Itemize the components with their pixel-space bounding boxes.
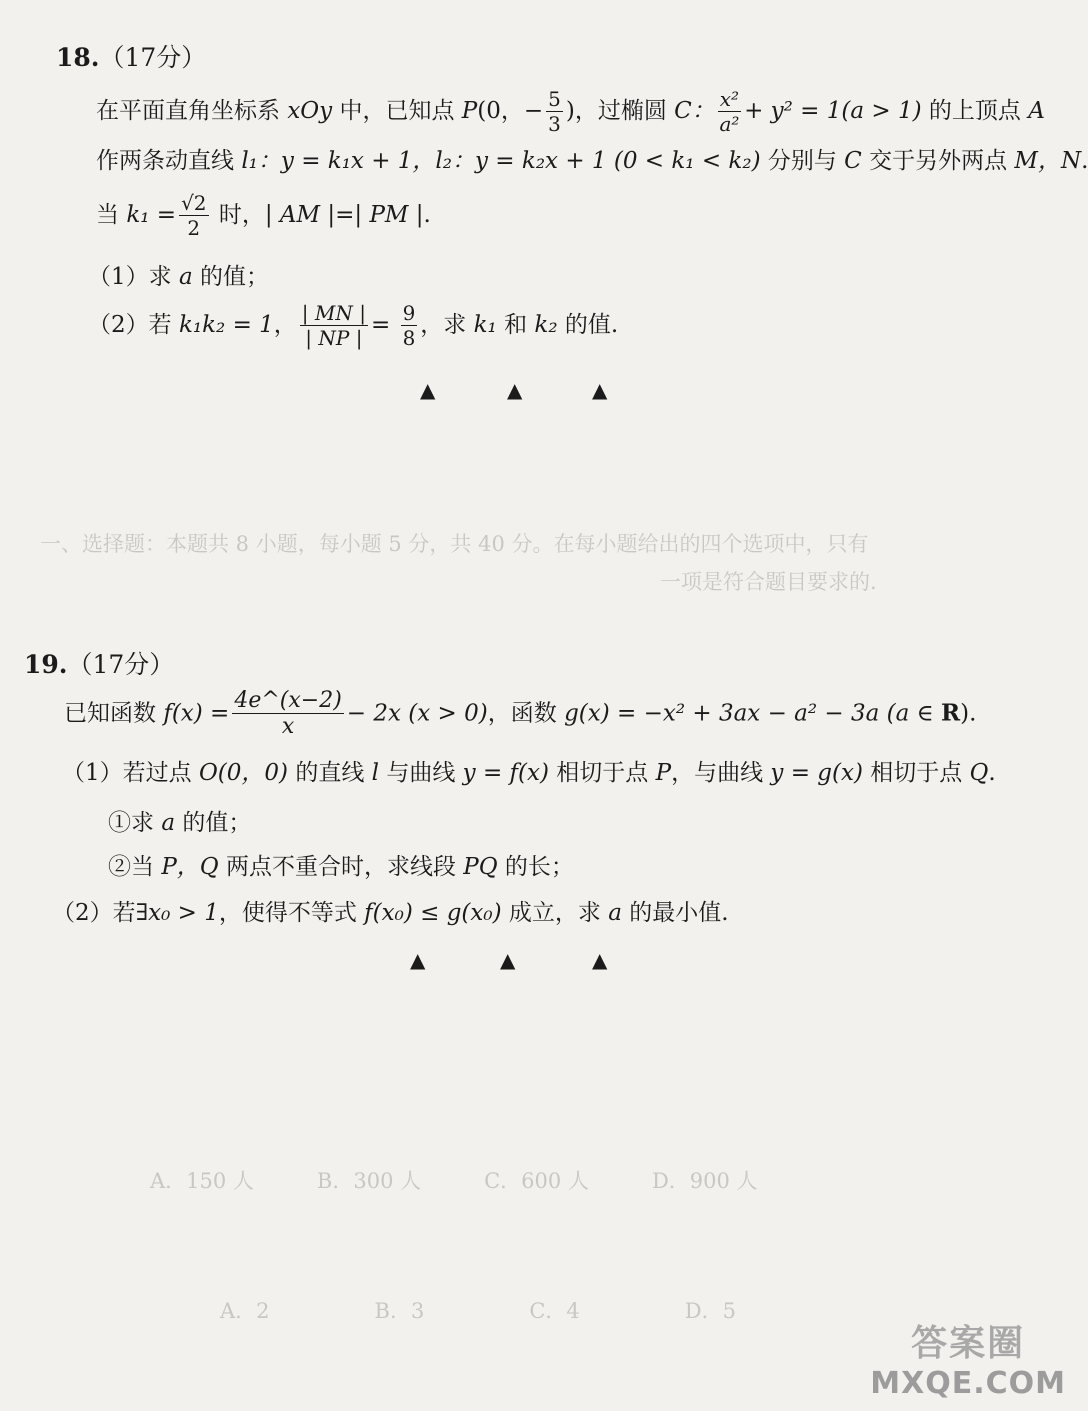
q19-line-1: 已知函数 f(x) = $\frac{4e\^{}(x-2)}{x}$ − 2x (x > 0)，函数 g(x) = −x² + 3ax − a² − 3a (a ∈ R). [64,688,977,740]
triangle-mark: ▲ [592,948,608,972]
bleed-through-text: 一项是符合题目要求的. [660,570,877,594]
triangle-mark: ▲ [410,948,426,972]
q19-sub-1: （1）若过点 O(0，0) 的直线 l 与曲线 y = f(x) 相切于点 P，与曲线 y = g(x) 相切于点 Q. [62,760,996,786]
fraction-ellipse: $\frac{\text{x²}}{\text{a²}}$ [719,87,740,136]
watermark-en: MXQE.COM [870,1366,1066,1401]
q18-line-3: 当 k₁ = $\frac{√2}{2}$ 时，| AM |=| PM |. [96,191,431,240]
q19-sub-2: （2）若∃x₀ > 1，使得不等式 f(x₀) ≤ g(x₀) 成立，求 a 的最小值. [52,900,729,926]
q19-item-1: ①求 a 的值； [108,810,252,836]
q19-item-2: ②当 P，Q 两点不重合时，求线段 PQ 的长； [108,854,574,880]
fraction-mn-np: $\frac{| MN |}{| NP |}$ [301,301,366,350]
q18-line-1: 在平面直角坐标系 xOy 中，已知点 P(0，− $\frac{5}{3}$ )，过椭圆 C： $\frac{\text{x²}}{\text{a²}}$ + y² = 1(a > 1) 的上顶点 A [96,87,1045,136]
triangle-mark: ▲ [500,948,516,972]
q18-sub-2: （2）若 k₁k₂ = 1， $\frac{| MN |}{| NP |}$ = $\frac{9}{8}$ ，求 k₁ 和 k₂ 的值. [88,301,619,350]
triangle-mark: ▲ [592,378,608,402]
question-18-number: 18.（17分） [56,43,207,72]
triangle-mark: ▲ [507,378,523,402]
bleed-through-text: A．150 人 B．300 人 C．600 人 D．900 人 [150,1169,758,1193]
fraction-root2-over-2: $\frac{√2}{2}$ [181,191,207,240]
question-19-number: 19.（17分） [24,650,175,679]
bleed-through-text: 一、选择题：本题共 8 小题，每小题 5 分，共 40 分。在每小题给出的四个选项中，只有 [40,532,869,556]
q18-sub-1: （1）求 a 的值； [88,264,269,290]
triangle-mark: ▲ [420,378,436,402]
q18-line-2: 作两条动直线 l₁：y = k₁x + 1，l₂：y = k₂x + 1 (0 < k₁ < k₂) 分别与 C 交于另外两点 M，N. [96,148,1088,174]
fraction-nine-eighths: $\frac{9}{8}$ [402,301,416,350]
bleed-through-text: A．2 B．3 C．4 D．5 [220,1299,736,1323]
fraction-fx: $\frac{4e\^{}(x-2)}{x}$ [234,688,342,740]
watermark [870,1315,1066,1401]
watermark-cn: 答案圈 [911,1323,1026,1364]
fraction-five-thirds: $\frac{5}{3}$ [548,87,561,136]
